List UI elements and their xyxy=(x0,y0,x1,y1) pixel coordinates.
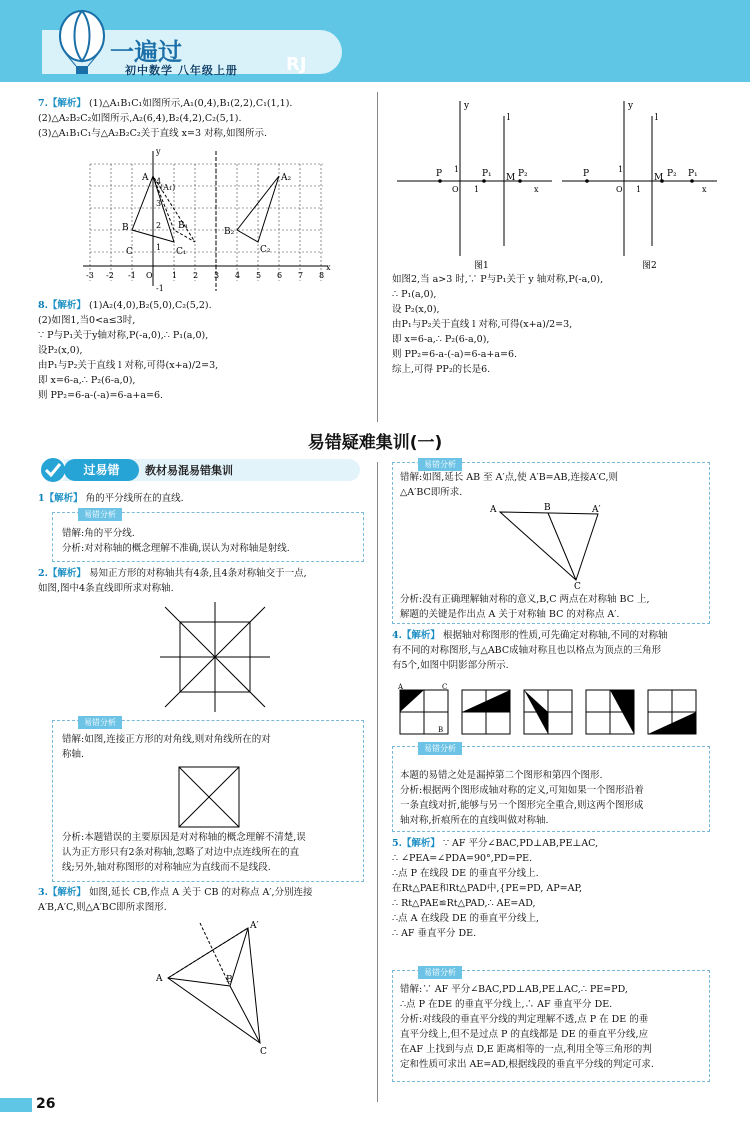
q2-mistake-line: 称轴. xyxy=(62,749,85,760)
svg-text:3: 3 xyxy=(156,199,162,208)
q2-tag: 【解析】 xyxy=(47,568,86,579)
svg-text:B₁: B₁ xyxy=(178,221,189,231)
q5-analysis-line: 分析:对线段的垂直平分线的判定理解不透,点 P 在 DE 的垂 xyxy=(400,1014,649,1025)
q8-number: 8. xyxy=(38,300,48,311)
column-divider xyxy=(377,462,378,1102)
svg-text:8: 8 xyxy=(319,271,325,280)
svg-text:O: O xyxy=(452,185,459,194)
q8-line: (1)A₂(4,0),B₂(5,0),C₂(5,2). xyxy=(88,300,212,311)
column-divider xyxy=(377,92,378,422)
svg-text:B: B xyxy=(226,975,233,985)
q1-analysis xyxy=(62,526,290,556)
q4-analysis xyxy=(400,768,644,828)
svg-text:B: B xyxy=(122,223,129,233)
brand-title: 一遍过 xyxy=(110,38,182,66)
q2-analysis-line: 认为正方形只有2条对称轴,忽略了对边中点连线所在的直 xyxy=(62,847,300,858)
q5-analysis-line: 直平分线上,但不是过点 P 的直线都是 DE 的垂直平分线,应 xyxy=(400,1029,649,1040)
svg-text:-1: -1 xyxy=(128,271,136,280)
svg-text:x: x xyxy=(534,185,539,194)
q8-right-line: ∴ P₁(a,0), xyxy=(392,289,437,300)
q5-line: ∴ AF 垂直平分 DE. xyxy=(392,928,477,939)
q4-analysis-line: 轴对称,折痕所在的直线叫做对称轴. xyxy=(400,815,549,826)
q3-line: 如图,延长 CB,作点 A 关于 CB 的对称点 A′,分别连接 xyxy=(88,887,313,898)
edition-label: RJ xyxy=(286,54,307,75)
svg-text:y: y xyxy=(156,147,161,156)
svg-text:B: B xyxy=(438,726,444,734)
q3-analysis-line: 分析:没有正确理解轴对称的意义,B,C 两点在对称轴 BC 上, xyxy=(400,594,650,605)
q3-right-analysis xyxy=(400,592,650,622)
q4-line: 根据轴对称图形的性质,可先确定对称轴,不同的对称轴 xyxy=(442,630,668,641)
q3-tag: 【解析】 xyxy=(47,887,86,898)
q5-line: ∵ AF 平分∠BAC,PD⊥AB,PE⊥AC, xyxy=(442,838,599,849)
page-number: 26 xyxy=(36,1096,56,1112)
section-subtitle: 教材易混易错集训 xyxy=(145,464,233,477)
q8-tag: 【解析】 xyxy=(47,300,86,311)
q5-line: ∴ Rt△PAE≌Rt△PAD,∴ AE=AD, xyxy=(392,898,536,909)
analysis-tag: 易错分析 xyxy=(418,966,462,979)
svg-text:l: l xyxy=(655,113,658,123)
q1-analysis-text: 分析:对对称轴的概念理解不准确,误认为对称轴是射线. xyxy=(62,543,290,554)
q7-tag: 【解析】 xyxy=(47,98,86,109)
q8-line: ∵ P与P₁关于y轴对称,P(-a,0),∴ P₁(a,0), xyxy=(38,330,209,341)
q2-analysis-line: 线;另外,轴对称图形的对称轴应为直线而不是线段. xyxy=(62,862,271,873)
q8-figures xyxy=(392,96,722,271)
q4-analysis-line: 分析:根据两个图形成轴对称的定义,可知如果一个图形沿着 xyxy=(400,785,644,796)
q8-line: (2)如图1,当0<a≤3时, xyxy=(38,315,136,326)
svg-text:-1: -1 xyxy=(156,284,164,293)
svg-text:C₁: C₁ xyxy=(176,247,187,257)
q2-block xyxy=(38,566,307,596)
svg-text:1: 1 xyxy=(172,271,178,280)
q8-line: 由P₁与P₂关于直线 l 对称,可得(x+a)/2=3, xyxy=(38,360,219,371)
svg-text:l: l xyxy=(507,113,510,123)
svg-text:P: P xyxy=(583,169,590,179)
q8-right-line: 则 PP₂=6-a-(-a)=6-a+a=6. xyxy=(392,349,518,360)
q5-analysis-line: 定和性质可求出 AE=AD,根据线段的垂直平分线的判定可求. xyxy=(400,1059,654,1070)
analysis-tag: 易错分析 xyxy=(78,508,122,521)
q8-right-line: 综上,可得 PP₂的长是6. xyxy=(392,364,491,375)
svg-text:A: A xyxy=(490,505,497,515)
svg-text:x: x xyxy=(702,185,707,194)
q5-block xyxy=(392,836,598,941)
svg-text:M: M xyxy=(654,173,664,183)
q4-block xyxy=(392,628,668,673)
svg-text:O: O xyxy=(146,271,153,280)
fig1-label: 图1 xyxy=(474,261,489,271)
q8-right-line: 由P₁与P₂关于直线 l 对称,可得(x+a)/2=3, xyxy=(392,319,573,330)
q4-tag: 【解析】 xyxy=(401,630,440,641)
svg-text:A: A xyxy=(156,974,163,984)
q5-line: ∴ ∠PEA=∠PDA=90°,PD=PE. xyxy=(392,853,533,864)
q4-line: 有5个,如图中阴影部分所示. xyxy=(392,660,509,671)
q2-mistake-figure xyxy=(178,766,240,828)
svg-text:1: 1 xyxy=(618,165,624,174)
q2-line: 易知正方形的对称轴共有4条,且4条对称轴交于一点, xyxy=(88,568,307,579)
svg-text:P₁: P₁ xyxy=(482,169,492,179)
q2-square-figure xyxy=(160,602,270,712)
q8-right-line: 设 P₂(x,0), xyxy=(392,304,440,315)
q7-line: (2)△A₂B₂C₂如图所示,A₂(6,4),B₂(4,2),C₂(5,1). xyxy=(38,113,242,124)
q8-block xyxy=(38,298,218,403)
q5-line: 在Rt△PAE和Rt△PAD中,{PE=PD, AP=AP, xyxy=(392,883,582,894)
svg-text:C₂: C₂ xyxy=(260,245,271,255)
svg-text:C: C xyxy=(126,247,133,257)
svg-text:A: A xyxy=(142,173,149,183)
svg-text:1: 1 xyxy=(156,243,162,252)
book-subtitle: 初中数学 八年级上册 xyxy=(125,64,238,77)
q3-mistake-line: 错解:如图,延长 AB 至 A′点,使 A′B=AB,连接A′C,则 xyxy=(400,472,618,483)
svg-text:y: y xyxy=(464,101,470,111)
q8-right-block xyxy=(392,272,603,377)
q4-analysis-line: 一条直线对折,能够与另一个图形完全重合,则这两个图形成 xyxy=(400,800,644,811)
svg-text:x: x xyxy=(326,263,331,272)
q4-number: 4. xyxy=(392,630,402,641)
svg-text:4: 4 xyxy=(235,271,241,280)
svg-text:P₂: P₂ xyxy=(518,169,528,179)
q4-figures xyxy=(398,682,718,738)
q3-mistake-line: △A′BC即所求. xyxy=(400,487,463,498)
q7-number: 7. xyxy=(38,98,48,109)
svg-text:A₂: A₂ xyxy=(281,173,292,183)
svg-text:O: O xyxy=(616,185,623,194)
q7-block xyxy=(38,96,292,141)
fig2-label: 图2 xyxy=(642,261,657,271)
svg-text:5: 5 xyxy=(256,271,262,280)
q1-block xyxy=(38,491,184,506)
q2-mistake xyxy=(62,732,271,762)
q5-analysis xyxy=(400,982,654,1072)
q7-line: (1)△A₁B₁C₁如图所示,A₁(0,4),B₁(2,2),C₁(1,1). xyxy=(88,98,293,109)
q2-mistake-line: 错解:如图,连接正方形的对角线,则对角线所在的对 xyxy=(62,734,271,745)
svg-text:2: 2 xyxy=(193,271,199,280)
svg-text:-3: -3 xyxy=(86,271,94,280)
section-badge: 过易错 xyxy=(64,459,139,481)
q5-analysis-line: 错解:∵ AF 平分∠BAC,PD⊥AB,PE⊥AC,∴ PE=PD, xyxy=(400,984,628,995)
svg-text:M: M xyxy=(506,173,516,183)
q7-grid-figure xyxy=(78,146,338,296)
q5-tag: 【解析】 xyxy=(401,838,440,849)
q1-number: 1 xyxy=(38,493,45,504)
svg-text:1: 1 xyxy=(474,185,480,194)
svg-text:4: 4 xyxy=(156,177,162,186)
section-title: 易错疑难集训(一) xyxy=(307,433,443,453)
q3-figure xyxy=(150,918,280,1058)
svg-text:(A₁): (A₁) xyxy=(160,183,176,192)
q5-number: 5. xyxy=(392,838,402,849)
svg-text:2: 2 xyxy=(156,221,162,230)
svg-text:7: 7 xyxy=(298,271,304,280)
q8-line: 即 x=6-a,∴ P₂(6-a,0), xyxy=(38,375,136,386)
q7-line: (3)△A₁B₁C₁与△A₂B₂C₂关于直线 x=3 对称,如图所示. xyxy=(38,128,268,139)
q2-analysis xyxy=(62,830,306,875)
q3-analysis-line: 解题的关键是作出点 A 关于对称轴 BC 的对称点 A′. xyxy=(400,609,620,620)
svg-text:A: A xyxy=(398,683,404,691)
page-number-bar xyxy=(0,1098,32,1112)
q4-analysis-line: 本题的易错之处是漏掉第二个图形和第四个图形. xyxy=(400,770,603,781)
q3-right-mistake xyxy=(400,470,618,500)
svg-text:A′: A′ xyxy=(250,921,259,931)
svg-text:A′: A′ xyxy=(592,505,601,515)
svg-text:C: C xyxy=(574,582,581,590)
q8-line: 设P₂(x,0), xyxy=(38,345,83,356)
q3-number: 3. xyxy=(38,887,48,898)
svg-text:P₁: P₁ xyxy=(688,169,698,179)
q2-analysis-line: 分析:本题错误的主要原因是对对称轴的概念理解不清楚,误 xyxy=(62,832,306,843)
q5-line: ∴点 A 在线段 DE 的垂直平分线上, xyxy=(392,913,540,924)
svg-text:P: P xyxy=(436,169,443,179)
q8-line: 则 PP₂=6-a-(-a)=6-a+a=6. xyxy=(38,390,164,401)
q3-block xyxy=(38,885,313,915)
svg-text:C: C xyxy=(260,1047,267,1057)
analysis-tag: 易错分析 xyxy=(78,716,122,729)
q3-line: A′B,A′C,则△A′BC即所求图形. xyxy=(38,902,167,913)
svg-text:B₂: B₂ xyxy=(224,227,235,237)
q1-answer: 角的平分线所在的直线. xyxy=(85,493,184,504)
svg-text:B: B xyxy=(544,503,551,513)
q5-analysis-line: 在AF 上找到与点 D,E 距离相等的一点,利用全等三角形的判 xyxy=(400,1044,652,1055)
svg-text:6: 6 xyxy=(277,271,283,280)
analysis-tag: 易错分析 xyxy=(418,458,462,471)
q3-mistake-figure xyxy=(488,500,608,590)
svg-text:3: 3 xyxy=(214,271,220,280)
q8-right-line: 即 x=6-a,∴ P₂(6-a,0), xyxy=(392,334,490,345)
q4-line: 有不同的对称图形,与△ABC成轴对称且也以格点为顶点的三角形 xyxy=(392,645,662,656)
analysis-tag: 易错分析 xyxy=(418,742,462,755)
balloon-icon xyxy=(52,8,112,78)
q5-analysis-line: ∴点 P 在DE 的垂直平分线上,∴ AF 垂直平分 DE. xyxy=(400,999,613,1010)
q8-right-line: 如图2,当 a>3 时,∵ P与P₁关于 y 轴对称,P(-a,0), xyxy=(392,274,604,285)
svg-text:1: 1 xyxy=(636,185,642,194)
svg-text:1: 1 xyxy=(454,165,460,174)
svg-text:C: C xyxy=(442,683,448,691)
q1-mistake: 错解:角的平分线. xyxy=(62,528,135,539)
svg-text:y: y xyxy=(628,101,634,111)
svg-text:-2: -2 xyxy=(106,271,114,280)
q1-tag: 【解析】 xyxy=(44,493,83,504)
q2-number: 2. xyxy=(38,568,48,579)
q2-line: 如图,图中4条直线即所求对称轴. xyxy=(38,583,174,594)
svg-text:P₂: P₂ xyxy=(667,169,677,179)
q5-line: ∴点 P 在线段 DE 的垂直平分线上. xyxy=(392,868,539,879)
